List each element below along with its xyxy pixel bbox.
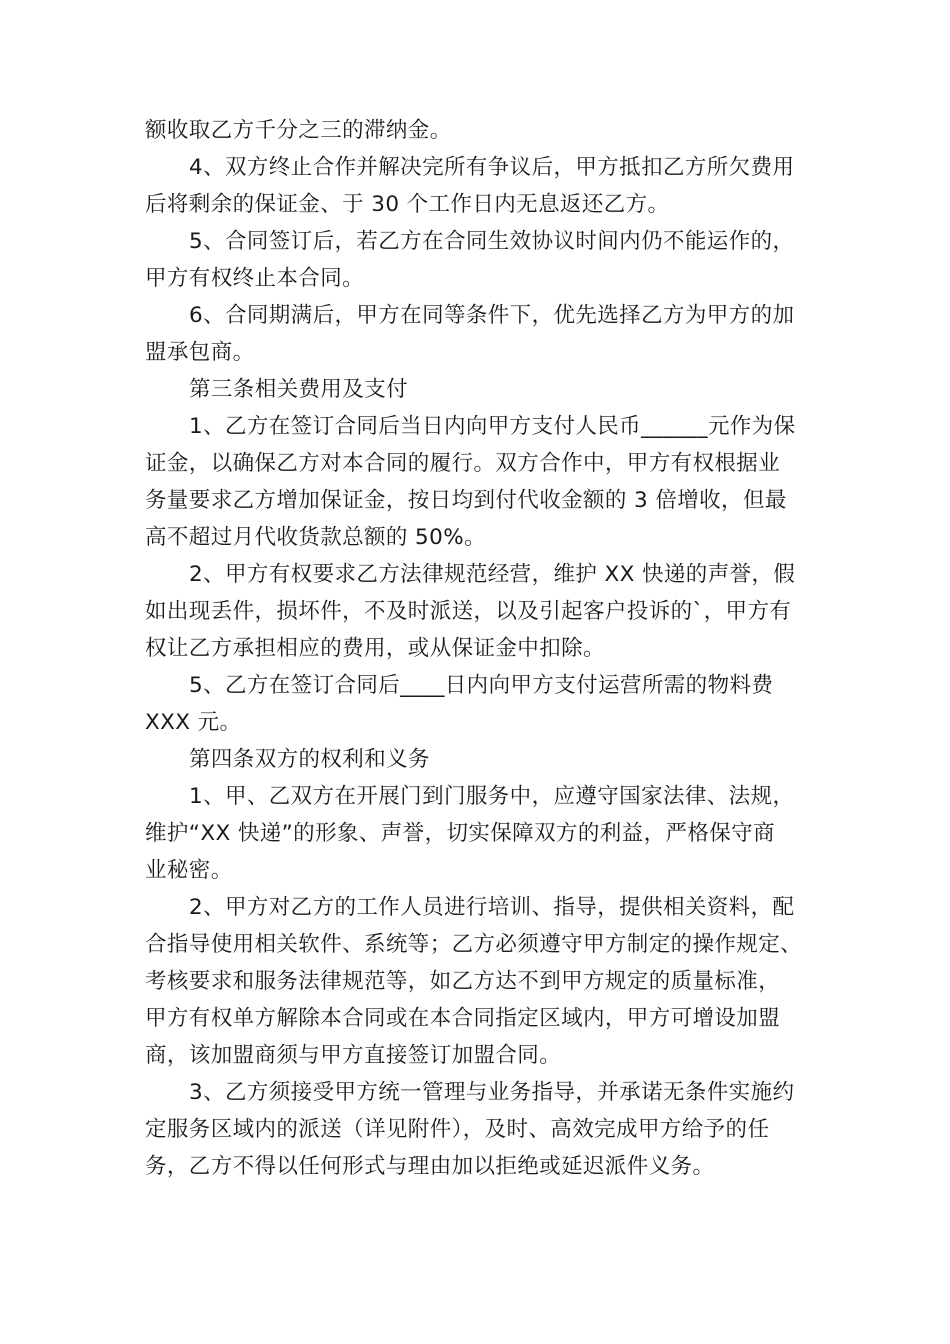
text-line: XXX 元。 <box>145 710 242 735</box>
text-line: 务量要求乙方增加保证金，按日均到付代收金额的 3 倍增收，但最 <box>145 488 787 513</box>
text-line: 权让乙方承担相应的费用，或从保证金中扣除。 <box>145 636 605 661</box>
text-line: 甲方有权单方解除本合同或在本合同指定区域内，甲方可增设加盟 <box>145 1006 781 1031</box>
text-line: 4、双方终止合作并解决完所有争议后，甲方抵扣乙方所欠费用 <box>189 155 795 180</box>
text-line: 定服务区域内的派送（详见附件），及时、高效完成甲方给予的任 <box>145 1117 770 1142</box>
text-line: 5、乙方在签订合同后____日内向甲方支付运营所需的物料费 <box>189 673 774 698</box>
text-line: 业秘密。 <box>145 858 233 883</box>
text-line: 合指导使用相关软件、系统等；乙方必须遵守甲方制定的操作规定、 <box>145 932 803 957</box>
section-heading: 第四条双方的权利和义务 <box>189 747 430 772</box>
text-line: 额收取乙方千分之三的滞纳金。 <box>145 118 452 143</box>
document-body <box>145 112 825 1185</box>
text-line: 证金，以确保乙方对本合同的履行。双方合作中，甲方有权根据业 <box>145 451 781 476</box>
text-line: 务，乙方不得以任何形式与理由加以拒绝或延迟派件义务。 <box>145 1154 715 1179</box>
text-line: 3、乙方须接受甲方统一管理与业务指导，并承诺无条件实施约 <box>189 1080 795 1105</box>
text-line: 1、甲、乙双方在开展门到门服务中，应遵守国家法律、法规， <box>189 784 795 809</box>
text-line: 考核要求和服务法律规范等，如乙方达不到甲方规定的质量标准， <box>145 969 781 994</box>
text-line: 6、合同期满后，甲方在同等条件下，优先选择乙方为甲方的加 <box>189 303 795 328</box>
text-line: 1、乙方在签订合同后当日内向甲方支付人民币______元作为保 <box>189 414 796 439</box>
text-line: 后将剩余的保证金、于 30 个工作日内无息返还乙方。 <box>145 192 670 217</box>
text-line: 高不超过月代收货款总额的 50%。 <box>145 525 486 550</box>
text-line: 5、合同签订后，若乙方在合同生效协议时间内仍不能运作的， <box>189 229 795 254</box>
text-line: 盟承包商。 <box>145 340 255 365</box>
text-line: 如出现丢件，损坏件，不及时派送，以及引起客户投诉的`，甲方有 <box>145 599 792 624</box>
text-line: 甲方有权终止本合同。 <box>145 266 365 291</box>
section-heading: 第三条相关费用及支付 <box>189 377 409 402</box>
text-line: 商，该加盟商须与甲方直接签订加盟合同。 <box>145 1043 562 1068</box>
text-line: 2、甲方有权要求乙方法律规范经营，维护 XX 快递的声誉，假 <box>189 562 796 587</box>
text-line: 2、甲方对乙方的工作人员进行培训、指导，提供相关资料，配 <box>189 895 795 920</box>
text-line: 维护“XX 快递”的形象、声誉，切实保障双方的利益，严格保守商 <box>145 821 775 846</box>
